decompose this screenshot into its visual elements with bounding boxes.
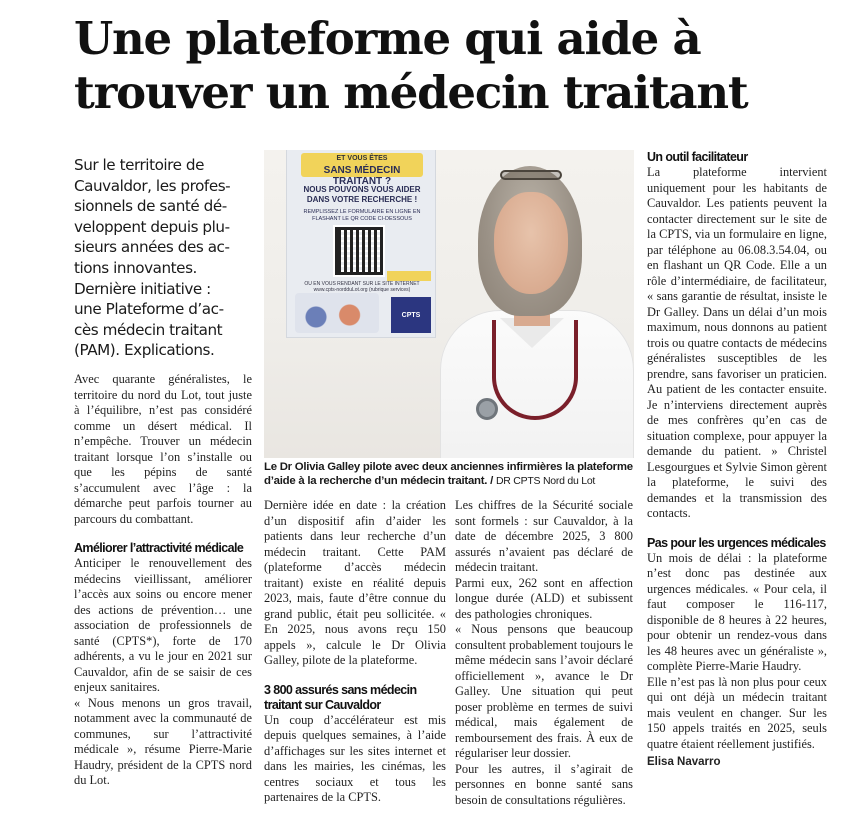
paragraph: Pour les autres, il s’agirait de personnes en bonne santé sans besoin de consultations régulières. — [455, 761, 633, 807]
lead-line: cès médecin traitant — [74, 320, 223, 339]
paragraph: Anticiper le renouvellement des médecins vieillissant, améliorer l’accès aux soins ou encore mener des actions de prévention… une association de professionnels de santé (CPTS*), forte de 170 adhérents, a vu le jour en 2021 sur Cauvaldor, afin de se saisir de ces enjeux sanitaires. — [74, 556, 252, 694]
paragraph: Les chiffres de la Sécurité sociale sont formels : sur Cauvaldor, à la date de décembre 2025, 3 800 assurés n’avaient pas déclaré de médecin traitant. — [455, 498, 633, 574]
article-column-2 — [264, 498, 446, 806]
lead-line: une Plateforme d’ac- — [74, 300, 224, 319]
article-photo — [264, 150, 634, 458]
stethoscope-head — [476, 398, 498, 420]
article-column-1 — [74, 372, 252, 789]
lead-line: Sur le territoire de — [74, 156, 205, 174]
poster-headline: NOUS POUVONS VOUS AIDER DANS VOTRE RECHERCHE ! — [303, 185, 421, 204]
paragraph: Un mois de délai : la plateforme n’est donc pas destinée aux urgences médicales. « Pour cela, il faut composer le 116-117, disponible de 8 heures à 22 heures, pour obtenir un rendez-vous dans les 48 heures avec un généraliste », complète Pierre-Marie Haudry. — [647, 550, 827, 673]
poster-footer: OU EN VOUS RENDANT SUR LE SITE INTERNET www.cpts-nordduLot.org (rubrique services) — [304, 281, 420, 293]
lead-line: sionnels de santé dé- — [74, 197, 227, 216]
poster-image — [286, 150, 436, 338]
doctor-face — [494, 192, 568, 294]
headline-line-2: trouver un médecin traitant — [74, 66, 748, 119]
photo-credit: DR CPTS Nord du Lot — [495, 474, 596, 487]
article-lead — [74, 155, 254, 361]
glasses-icon — [500, 170, 562, 180]
author-byline: Elisa Navarro — [647, 756, 721, 768]
subheading-outil: Un outil facilitateur — [647, 150, 748, 164]
intro-paragraph: Avec quarante généralistes, le territoire du nord du Lot, tout juste à l’équilibre, n’est pas considéré comme un désert médical. Il n’empêche. Trouver un médecin traitant lorsque l’on s’installe ou que les pépins de santé s’accumulent avec l’âge : la démarche peut parfois tourner au parcours du combattant. — [74, 372, 252, 526]
poster-banner — [301, 153, 423, 187]
cpts-logo: CPTS — [391, 297, 431, 333]
paragraph: Dernière idée en date : la création d’un dispositif afin d’aider les patients dans leur recherche d’un médecin traitant. Cette PAM (plateforme d’accès médecin traitant) existe en réalité depuis 2023, mais, faute d’être connue du grand public, était peu sollicitée. « En 2025, nous avons reçu 150 appels », calcule le Dr Olivia Galley, pilote de la plateforme. — [264, 498, 446, 667]
lead-line: Dernière initiative : — [74, 279, 211, 298]
poster-yellow-box — [387, 271, 431, 281]
lead-line: Cauvaldor, les profes- — [74, 176, 231, 195]
headline-line-1: Une plateforme qui aide à — [74, 12, 701, 65]
article-column-3 — [455, 498, 633, 808]
qr-code-icon — [335, 227, 383, 275]
subheading-attractivite: Améliorer l’attractivité médicale — [74, 541, 244, 555]
subheading-urgences: Pas pour les urgences médicales — [647, 535, 826, 550]
caption-text: Le Dr Olivia Galley pilote avec deux anciennes infirmières la plateforme d’aide à la recherche d’un médecin traitant. — [264, 461, 633, 487]
poster-kicker: ET VOUS ÊTES — [336, 155, 388, 162]
lead-line: veloppent depuis plu- — [74, 217, 230, 236]
caption-separator: / — [487, 474, 496, 487]
paragraph: Un coup d’accélérateur est mis depuis quelques semaines, à l’aide d’affichages sur les sites internet et dans les mairies, les cinémas, les centres sociaux et tous les partenaires de la CPTS. — [264, 712, 446, 804]
poster-subtext: REMPLISSEZ LE FORMULAIRE EN LIGNE EN FLASHANT LE QR CODE CI-DESSOUS — [303, 209, 421, 222]
paragraph: Elle n’est pas là non plus pour ceux qui ont déjà un médecin traitant mais veulent en changer. Sur les 150 appels traités en 2025, seuls quatre étaient réellement justifiés. — [647, 674, 827, 751]
photo-caption — [264, 461, 636, 488]
article-headline — [74, 12, 834, 120]
article-column-4 — [647, 150, 827, 771]
lead-line: tions innovantes. — [74, 258, 197, 277]
paragraph: « Nous pensons que beaucoup consultent probablement toujours le même médecin sans l’avoir déclaré officiellement », avance le Dr Galley. Une situation qui peut poser problème en termes de suivi médical, mais également de remboursement des frais. À eux de régulariser leur dossier. — [455, 622, 633, 760]
lead-line: (PAM). Explications. — [74, 341, 215, 360]
lead-line: sieurs années des ac- — [74, 238, 230, 257]
stethoscope-icon — [492, 320, 578, 420]
paragraph: La plateforme intervient uniquement pour les habitants de Cauvaldor. Les patients peuvent la contacter directement sur le site de la CPTS, via un formulaire en ligne, par téléphone au 06.08.3.54.04, ou en flashant un QR Code. Elle a un rôle d’intermédiaire, de facilitateur, « sans garantie de résultat, insiste le Dr Galley. Dans un délai d’un mois maximum, nous donnons au patient trois ou quatre contacts de médecins généralistes susceptibles de les prendre, sans favoriser un praticien. Au patient de les contacter ensuite. Je n’interviens directement auprès de mes confrères qu’en cas de situation complexe, pour appuyer la demande du patient. » Christel Lesgourgues et Sylvie Simon gèrent la plateforme, le suivi des demandes et la transmission des contacts. — [647, 165, 827, 520]
poster-title: SANS MÉDECIN TRAITANT ? — [323, 165, 401, 187]
poster-illustration — [295, 293, 379, 333]
paragraph: Parmi eux, 262 sont en affection longue durée (ALD) et subissent des pathologies chroniques. — [455, 575, 633, 621]
paragraph: « Nous menons un gros travail, notamment avec la communauté de communes, sur l’attractivité médicale », résume Pierre-Marie Haudry, président de la CPTS nord du Lot. — [74, 695, 252, 787]
subheading-assures: 3 800 assurés sans médecin traitant sur Cauvaldor — [264, 682, 417, 712]
